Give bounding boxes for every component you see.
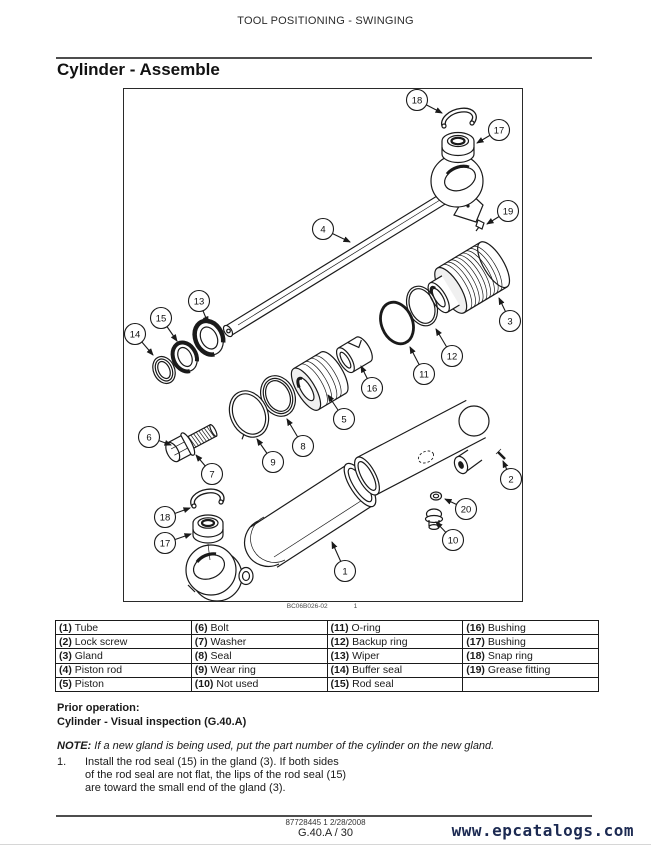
exploded-view-figure: [123, 88, 523, 602]
parts-table: [55, 620, 599, 692]
svg-text:11: 11: [419, 369, 429, 381]
svg-text:13: 13: [193, 296, 205, 308]
part-cell: (5) Piston: [56, 677, 192, 691]
snap-ring-bottom-drawing: [192, 491, 223, 508]
tube-head-end-drawing: [350, 400, 505, 498]
svg-text:5: 5: [341, 414, 347, 426]
page-header: TOOL POSITIONING - SWINGING: [237, 15, 414, 27]
svg-text:15: 15: [155, 313, 167, 325]
callout-14: [125, 324, 154, 356]
callout-17-top: [477, 120, 510, 144]
note-text: If a new gland is being used, put the part number of the cylinder on the new gland.: [94, 740, 495, 752]
part-cell: (15) Rod seal: [327, 677, 463, 691]
svg-text:7: 7: [209, 469, 215, 481]
note-prefix: NOTE:: [57, 740, 92, 752]
table-row: [56, 649, 599, 663]
svg-text:10: 10: [447, 535, 459, 547]
svg-text:19: 19: [502, 206, 514, 218]
gland-drawing: [419, 237, 515, 323]
part-cell: (12) Backup ring: [327, 635, 463, 649]
note: [57, 740, 494, 752]
part-cell: (8) Seal: [191, 649, 327, 663]
snap-ring-top-drawing: [442, 110, 474, 128]
part-cell: [463, 677, 599, 691]
part-cell: (2) Lock screw: [56, 635, 192, 649]
part-cell: (19) Grease fitting: [463, 663, 599, 677]
part-cell: (17) Bushing: [463, 635, 599, 649]
callout-4: [313, 219, 351, 243]
part-cell: (1) Tube: [56, 621, 192, 635]
bolt-washer-drawing: [162, 418, 221, 465]
callout-8: [287, 419, 314, 457]
table-row: [56, 677, 599, 691]
step-text: Install the rod seal (15) in the gland (3). If both sides of the rod seal are not flat, the lips of the rod seal (15) are toward the small end of the gland (3).: [85, 756, 347, 794]
page-bottom-edge: [0, 844, 651, 845]
page-title: Cylinder - Assemble: [57, 60, 220, 79]
callout-18-bottom: [155, 507, 191, 528]
part-cell: (7) Washer: [191, 635, 327, 649]
callout-11: [410, 347, 435, 385]
part-cell: (13) Wiper: [327, 649, 463, 663]
footer-doc-number: 87728445 1 2/28/2008: [285, 818, 366, 827]
o-ring-drawing: [375, 297, 420, 348]
callout-1: [332, 542, 356, 582]
svg-text:20: 20: [460, 504, 472, 516]
part-cell: (10) Not used: [191, 677, 327, 691]
table-row: [56, 635, 599, 649]
plug-parts-drawing: [426, 492, 443, 529]
header-rule: [56, 57, 592, 59]
callout-20: [445, 499, 477, 520]
part-cell: (6) Bolt: [191, 621, 327, 635]
callout-15: [151, 308, 178, 342]
callout-17-bottom: [155, 533, 192, 554]
exploded-view-diagram: [124, 89, 522, 601]
svg-text:1: 1: [342, 566, 348, 578]
step-number: 1.: [57, 756, 67, 768]
callout-7: [196, 455, 223, 485]
table-row: [56, 663, 599, 677]
part-cell: (11) O-ring: [327, 621, 463, 635]
table-row: [56, 621, 599, 635]
part-cell: (3) Gland: [56, 649, 192, 663]
part-cell: (16) Bushing: [463, 621, 599, 635]
callout-10: [436, 522, 464, 551]
part-cell: (9) Wear ring: [191, 663, 327, 677]
part-cell: (4) Piston rod: [56, 663, 192, 677]
svg-text:18: 18: [411, 95, 423, 107]
prior-operation-heading: Prior operation:: [57, 702, 140, 714]
callout-16: [361, 366, 383, 399]
part-cell: (18) Snap ring: [463, 649, 599, 663]
svg-text:18: 18: [159, 512, 171, 524]
callout-19: [487, 201, 519, 225]
step-1: [57, 756, 346, 794]
svg-text:3: 3: [507, 316, 513, 328]
svg-text:14: 14: [129, 329, 141, 341]
svg-text:16: 16: [366, 383, 378, 395]
bushing-top-drawing: [442, 133, 474, 163]
footer-rule: [56, 815, 592, 817]
figure-caption: [123, 603, 521, 610]
footer-page-reference: G.40.A / 30: [297, 827, 354, 839]
callout-2: [501, 461, 522, 490]
watermark-link[interactable]: www.epcatalogs.com: [451, 821, 634, 840]
prior-operation-block: [57, 702, 246, 729]
svg-text:6: 6: [146, 432, 152, 444]
figure-code: BC06B026-02: [286, 603, 328, 610]
svg-text:2: 2: [508, 474, 514, 486]
callout-12: [436, 329, 463, 367]
callout-3: [499, 298, 521, 332]
part-cell: (14) Buffer seal: [327, 663, 463, 677]
callout-9: [257, 439, 284, 473]
svg-text:9: 9: [270, 457, 276, 469]
callout-18-top: [407, 90, 443, 114]
svg-text:12: 12: [446, 351, 458, 363]
figure-number: 1: [353, 603, 358, 610]
prior-operation-reference: Cylinder - Visual inspection (G.40.A): [57, 715, 247, 728]
grease-fitting-drawing: [476, 220, 484, 231]
svg-text:17: 17: [159, 538, 171, 550]
svg-text:8: 8: [300, 441, 306, 453]
callout-5: [328, 395, 355, 430]
svg-text:4: 4: [320, 224, 326, 236]
callout-13: [189, 291, 210, 324]
svg-text:17: 17: [493, 125, 505, 137]
